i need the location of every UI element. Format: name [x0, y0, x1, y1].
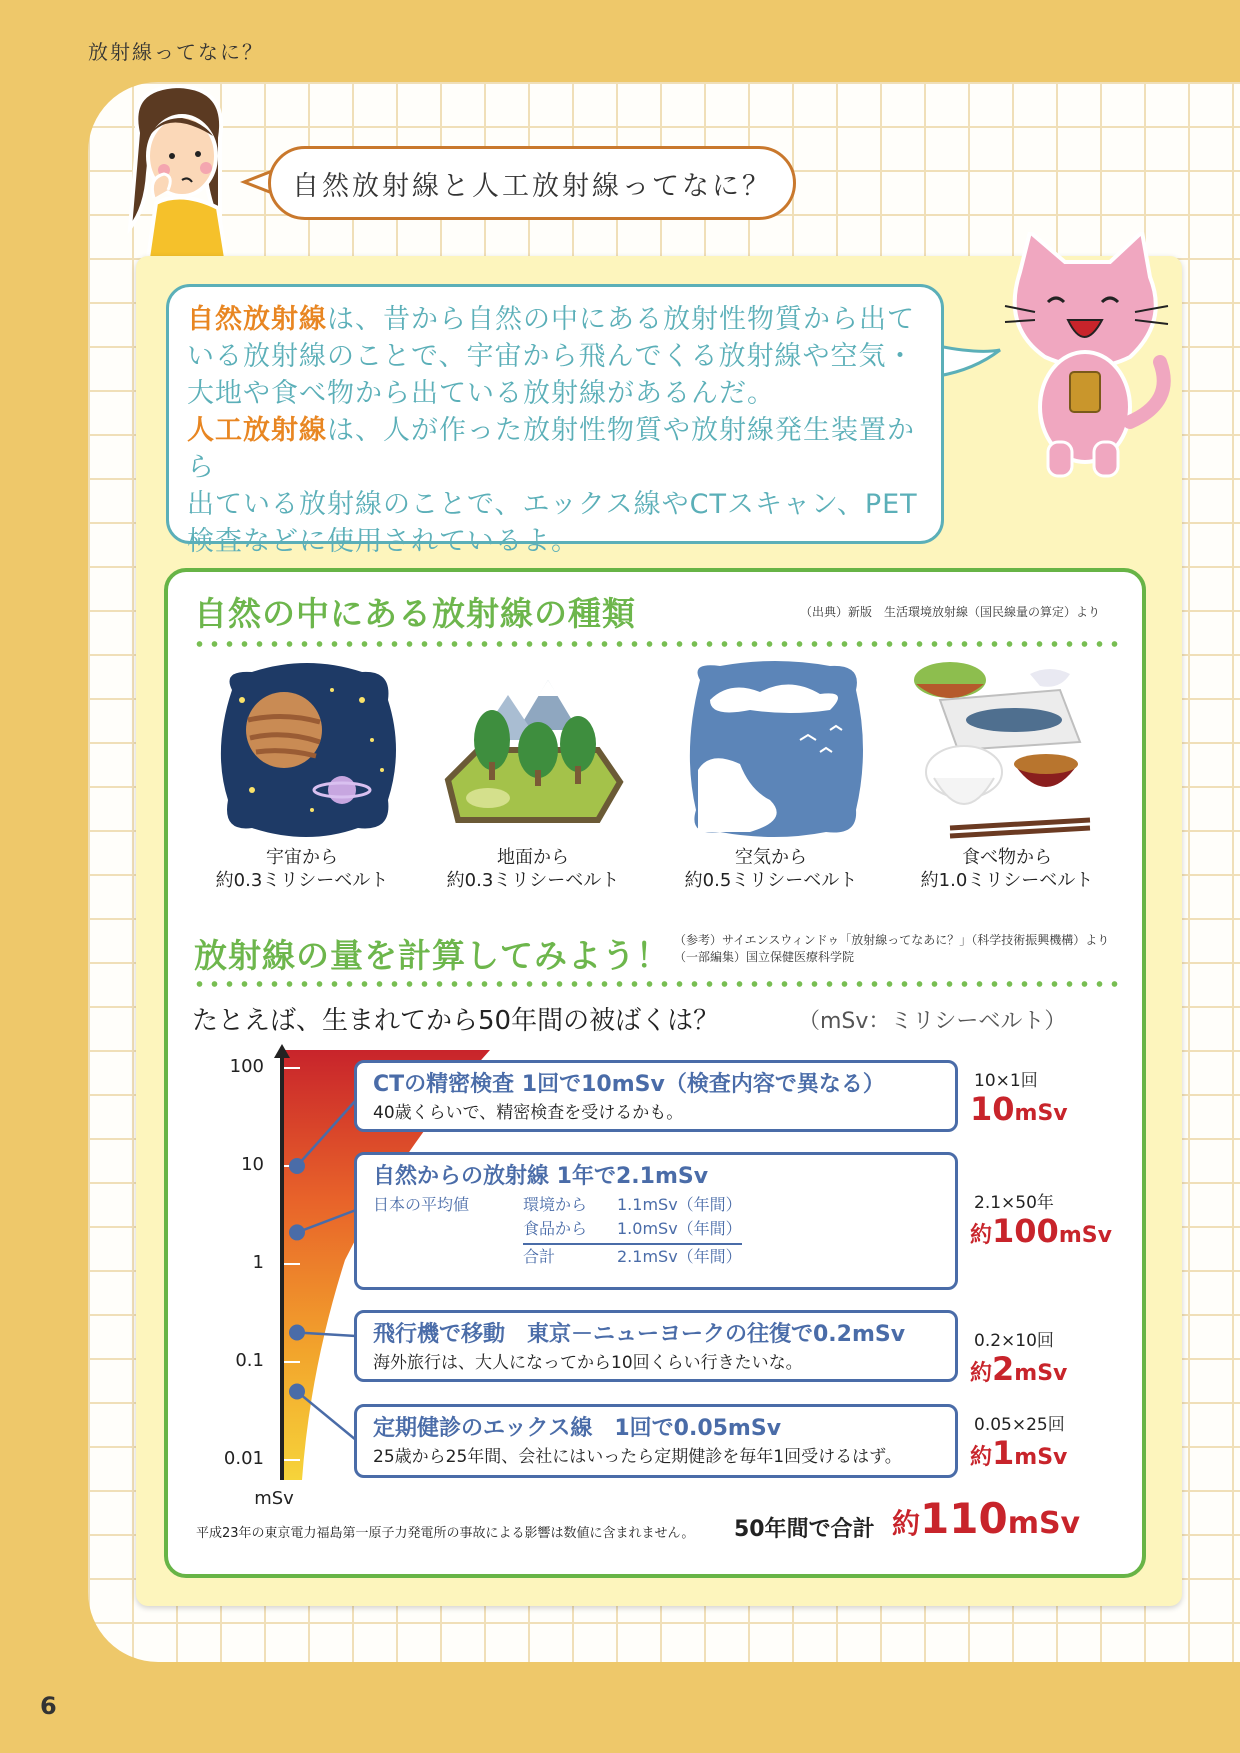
- env-label: 環境から: [523, 1195, 588, 1214]
- axis-tick-100: 100: [229, 1056, 264, 1077]
- natural-term: 自然放射線: [187, 304, 327, 335]
- entry-sub: 25歳から25年間、会社にはいったら定期健診を毎年1回受けるはず。: [373, 1447, 902, 1467]
- page-number: 6: [40, 1692, 57, 1720]
- example-title: たとえば、生まれてから50年間の被ばくは？: [192, 1006, 720, 1036]
- result-unit: mSv: [1014, 1101, 1068, 1126]
- item-value: 約0.3ミリシーベルト: [446, 870, 620, 891]
- artificial-text-1: は、人が作った放射性物質や放射線発生装置から: [187, 415, 915, 483]
- item-value: 約0.5ミリシーベルト: [684, 870, 858, 891]
- entry-result: [970, 1212, 1112, 1250]
- entry-sub: 海外旅行は、大人になってから10回くらい行きたいな。: [373, 1353, 803, 1373]
- item-label: 食べ物から: [962, 847, 1052, 868]
- entry-title: 自然からの放射線 1年で2.1mSv: [373, 1164, 709, 1189]
- natural-text-3: 大地や食べ物から出ている放射線があるんだ。: [187, 378, 775, 409]
- xray-checkup-box: [354, 1404, 958, 1478]
- natural-section-source: （出典）新版 生活環境放射線（国民線量の算定）より: [800, 605, 1101, 619]
- natural-text-1: は、昔から自然の中にある放射性物質から出て: [327, 304, 915, 335]
- result-unit: mSv: [1014, 1361, 1068, 1386]
- axis-unit: mSv: [254, 1488, 294, 1509]
- food-value: 1.0mSv（年間）: [617, 1219, 742, 1238]
- result-unit: mSv: [1014, 1445, 1068, 1470]
- page-header: 放射線ってなに？: [88, 40, 264, 64]
- item-value: 約1.0ミリシーベルト: [920, 870, 1094, 891]
- entry-calc: 2.1×50年: [974, 1193, 1054, 1213]
- avg-label: 日本の平均値: [373, 1195, 470, 1214]
- item-label: 空気から: [735, 847, 807, 868]
- artificial-term: 人工放射線: [187, 415, 327, 446]
- dose-marker: [289, 1384, 305, 1400]
- total-prefix: 約: [892, 1507, 921, 1540]
- calc-section-title: 放射線の量を計算してみよう！: [194, 936, 670, 975]
- entry-result: [970, 1350, 1067, 1388]
- artificial-text-2: 出ている放射線のことで、エックス線やCTスキャン、PET: [187, 489, 918, 520]
- entry-title: 飛行機で移動 東京－ニューヨークの往復で0.2mSv: [373, 1322, 906, 1347]
- ct-exam-box: [354, 1060, 958, 1132]
- entry-calc: 10×1回: [974, 1071, 1038, 1091]
- entry-calc: 0.05×25回: [974, 1415, 1065, 1435]
- item-value: 約0.3ミリシーベルト: [215, 870, 389, 891]
- footnote: 平成23年の東京電力福島第一原子力発電所の事故による影響は数値に含まれません。: [196, 1526, 695, 1541]
- result-num: 10: [970, 1090, 1015, 1128]
- dose-marker: [289, 1158, 305, 1174]
- calc-source-line2: （一部編集）国立保健医療科学院: [674, 950, 855, 964]
- result-prefix: 約: [970, 1361, 993, 1386]
- total-num: 110: [920, 1494, 1008, 1543]
- entry-title: CTの精密検査 1回で10mSv（検査内容で異なる）: [373, 1072, 885, 1097]
- result-prefix: 約: [970, 1223, 993, 1248]
- natural-text-2: いる放射線のことで、宇宙から飛んでくる放射線や空気・: [187, 341, 915, 372]
- entry-calc: 0.2×10回: [974, 1331, 1054, 1351]
- flight-box: [354, 1310, 958, 1382]
- total-value: 2.1mSv（年間）: [617, 1247, 742, 1266]
- total-value: [892, 1494, 1080, 1543]
- result-num: 2: [992, 1350, 1015, 1388]
- average-table: [373, 1193, 939, 1269]
- entry-result: [970, 1434, 1067, 1472]
- result-num: 1: [992, 1434, 1015, 1472]
- result-num: 100: [992, 1212, 1059, 1250]
- natural-section-title: 自然の中にある放射線の種類: [194, 594, 636, 633]
- item-label: 宇宙から: [266, 847, 338, 868]
- axis-tick-0.01: 0.01: [223, 1448, 264, 1469]
- total-unit: mSv: [1007, 1506, 1081, 1541]
- dose-marker: [289, 1324, 305, 1340]
- natural-radiation-box: [354, 1152, 958, 1290]
- result-unit: mSv: [1058, 1223, 1112, 1248]
- unit-note: （mSv：ミリシーベルト）: [798, 1009, 1067, 1034]
- env-value: 1.1mSv（年間）: [617, 1195, 742, 1214]
- food-label: 食品から: [523, 1219, 588, 1238]
- axis-tick-0.1: 0.1: [235, 1350, 264, 1371]
- artificial-text-3: 検査などに使用されているよ。: [187, 526, 579, 557]
- total-label: 合計: [523, 1247, 556, 1266]
- axis-tick-10: 10: [241, 1154, 264, 1175]
- question-bubble: 自然放射線と人工放射線ってなに？: [268, 146, 796, 220]
- axis-tick-1: 1: [252, 1252, 264, 1273]
- entry-title: 定期健診のエックス線 1回で0.05mSv: [373, 1416, 782, 1441]
- dose-marker: [289, 1224, 305, 1240]
- item-label: 地面から: [497, 847, 569, 868]
- entry-sub: 40歳くらいで、精密検査を受けるかも。: [373, 1103, 684, 1123]
- result-prefix: 約: [970, 1445, 993, 1470]
- total-label: 50年間で合計: [734, 1517, 875, 1542]
- entry-result: [970, 1090, 1068, 1128]
- calc-source-line1: （参考）サイエンスウィンドゥ「放射線ってなあに？」（科学技術振興機構）より: [674, 933, 1110, 947]
